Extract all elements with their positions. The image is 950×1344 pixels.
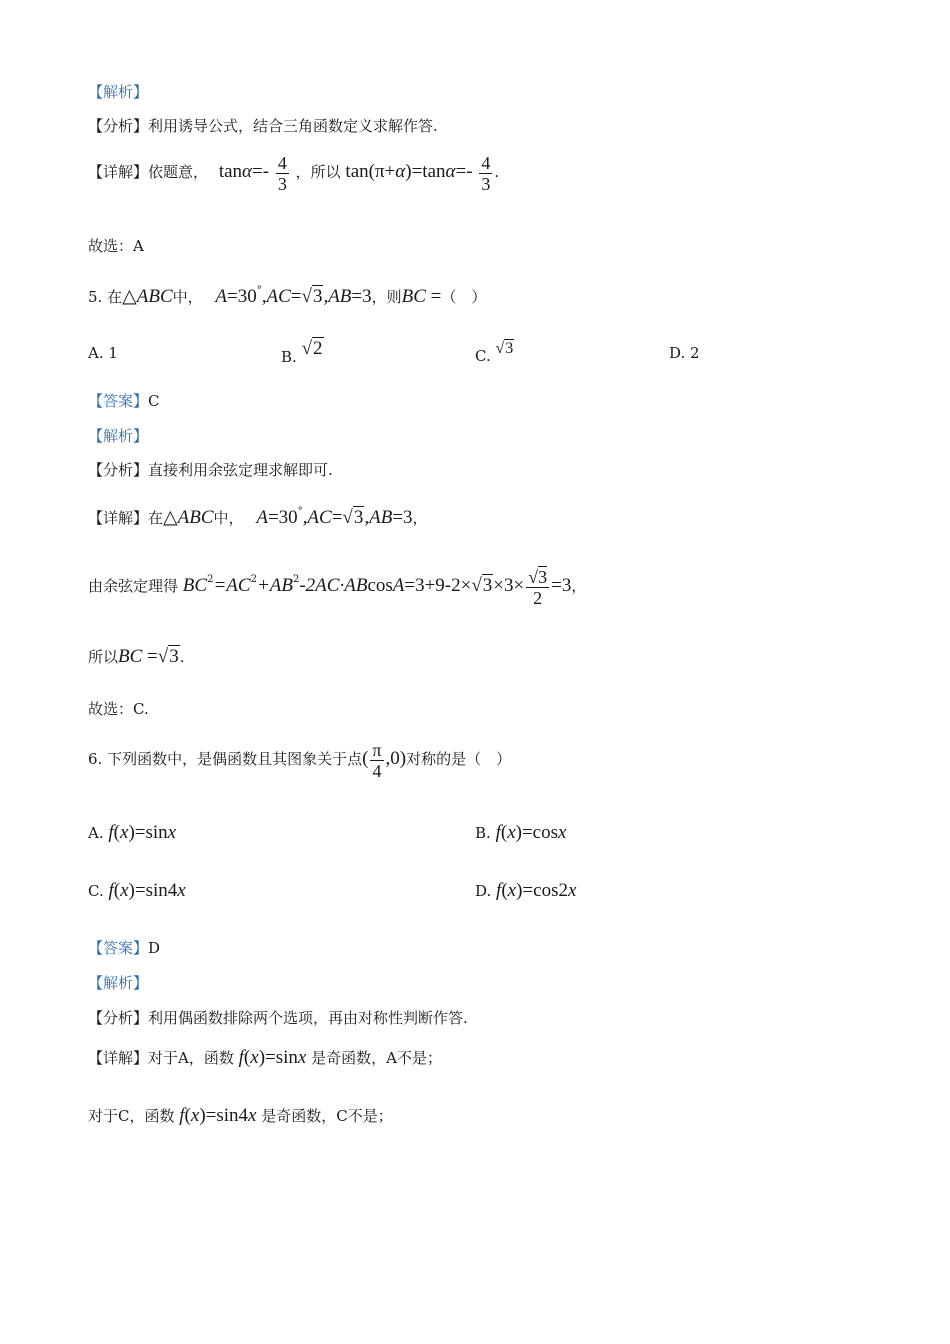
yuxian-text: 由余弦定理得 xyxy=(88,577,179,595)
frac-num-b: 4 xyxy=(481,152,491,173)
sqrt-3-opt: √3 xyxy=(495,340,514,357)
sqrt-3-b-radicand: 3 xyxy=(353,507,364,528)
cond-eq3: =3 xyxy=(351,286,372,307)
fn-x-l1b: x xyxy=(297,1047,307,1068)
cond-A: A xyxy=(215,286,228,307)
pi-den: 4 xyxy=(372,760,382,781)
opt-c-label: C. xyxy=(475,347,491,365)
frac-den-b: 3 xyxy=(481,173,491,194)
daan-value: C xyxy=(148,392,160,410)
math-tan-mid: )=tan xyxy=(405,161,446,182)
q6-option-b: B. f(x)=cosx xyxy=(475,822,567,843)
math-tan-pi: tan(π+ xyxy=(345,161,396,182)
xiangjie-zai: 在 xyxy=(148,509,164,527)
fraction-4-3-b xyxy=(479,153,492,194)
comma: ， xyxy=(412,509,428,527)
q5-option-a: A. 1 xyxy=(88,344,118,362)
triangle-symbol-2: △ xyxy=(163,507,178,528)
q5-stem xyxy=(88,276,486,312)
xiangjie-label-q5: 【详解】 xyxy=(88,509,149,527)
period: . xyxy=(494,163,500,181)
degree-mark-2: ° xyxy=(297,506,303,517)
sqrt-3-c: √3 xyxy=(471,575,493,596)
fenxi-text-q6: 利用偶函数排除两个选项，再由对称性判断作答. xyxy=(148,1009,468,1027)
fn-f-l1: f xyxy=(238,1047,244,1068)
fenxi-label-q5: 【分析】 xyxy=(88,461,149,479)
daan-label-q6: 【答案】 xyxy=(88,939,149,957)
cond-AB-2: ,AB xyxy=(364,507,393,528)
math-alpha-3: α xyxy=(445,161,456,182)
sqrt-3-radicand: 3 xyxy=(312,286,323,307)
fraction-sqrt3-2 xyxy=(526,567,549,608)
final-dot: . xyxy=(179,648,185,666)
q6-opt-a-expr: =sin xyxy=(134,822,168,843)
cond-AC-2: ,AC xyxy=(302,507,332,528)
half-num: √3 xyxy=(528,566,548,587)
fn-x-l2: x xyxy=(190,1105,200,1126)
opt-b-label: B. xyxy=(281,348,297,366)
cond-eq30: =30 xyxy=(227,286,257,307)
suoyi-text-q5: 所以 xyxy=(88,648,119,666)
eq-result: =3 xyxy=(551,575,572,596)
sq-2: 2 xyxy=(250,574,257,585)
sqrt-3-c-radicand: 3 xyxy=(482,575,493,596)
xiangjie-label-q6: 【详解】 xyxy=(88,1049,149,1067)
fn-x-b: x xyxy=(507,822,516,843)
degree-mark: ° xyxy=(256,285,262,296)
q5-option-c xyxy=(475,335,514,370)
triangle-abc: ABC xyxy=(136,286,173,307)
fn-f-l2: f xyxy=(179,1105,185,1126)
half-num-radicand: 3 xyxy=(538,566,548,587)
q5-option-d: D. 2 xyxy=(669,344,700,362)
sqrt-2-radicand: 2 xyxy=(313,338,323,359)
eq-calc: =3+9-2× xyxy=(404,575,472,596)
triangle-symbol: △ xyxy=(122,286,137,307)
final-BC: BC xyxy=(118,646,143,667)
fn-x-l1: x xyxy=(250,1047,259,1068)
xiangjie-line-q6-c: 对于C，函数 f(x)=sin4x 是奇函数，C不是； xyxy=(88,1105,393,1126)
sqrt-3: √3 xyxy=(301,286,323,307)
point-open: ( xyxy=(362,748,369,769)
sqrt-3-b: √3 xyxy=(342,507,364,528)
q6-stem xyxy=(88,736,511,782)
q6-option-c: C. f(x)=sin4x xyxy=(88,880,186,901)
q6-opt-d-label: D. xyxy=(475,882,492,900)
fn-x-a2: x xyxy=(167,822,177,843)
jiexi-label-q4: 【解析】 xyxy=(88,83,149,101)
cond-AB: ,AB xyxy=(323,286,352,307)
frac-num: 4 xyxy=(277,152,287,173)
fenxi-line-q6 xyxy=(88,1008,468,1028)
daan-value-q6: D xyxy=(148,939,161,957)
cond-eq-2: = xyxy=(331,507,343,528)
xiangjie-label: 【详解】 xyxy=(88,163,149,181)
sqrt-3-opt-radicand: 3 xyxy=(505,340,514,357)
fraction-pi-4 xyxy=(370,740,383,781)
cond-AC: ,AC xyxy=(261,286,291,307)
q5-BC: BC xyxy=(401,286,426,307)
sqrt-2: √2 xyxy=(301,338,323,359)
fn-x-d2: x xyxy=(567,880,577,901)
q6-opt-b-expr: =cos xyxy=(521,822,558,843)
guxuan-q4: 故选：A xyxy=(88,237,144,255)
fenxi-line-q4 xyxy=(88,116,438,136)
suoyi-text: ，所以 xyxy=(295,163,341,181)
jiexi-label-q5: 【解析】 xyxy=(88,427,149,445)
fenxi-text: 利用诱导公式，结合三角函数定义求解作答. xyxy=(148,117,438,135)
suoyi-line xyxy=(88,642,184,672)
point-close: ,0) xyxy=(385,748,407,769)
pi-num: π xyxy=(372,739,382,760)
eq-2ac-ab: -2AC·AB xyxy=(299,575,368,596)
fenxi-label-q6: 【分析】 xyxy=(88,1009,149,1027)
daan-label: 【答案】 xyxy=(88,392,149,410)
fenxi-label: 【分析】 xyxy=(88,117,149,135)
sqrt-3-d: √3 xyxy=(157,646,179,667)
cond-eq: = xyxy=(290,286,302,307)
xiangjie-line-q4 xyxy=(88,150,499,194)
q5-eq: = xyxy=(425,286,442,307)
line2-post: 是奇函数，C不是； xyxy=(261,1107,393,1125)
fn-f-d: f xyxy=(496,880,502,901)
xiangjie-pre: 依题意， xyxy=(148,163,209,181)
q6-option-a: A. f(x)=sinx xyxy=(88,822,177,843)
q5-option-b xyxy=(281,335,324,371)
line1-post: 是奇函数，A不是； xyxy=(311,1049,442,1067)
line1-expr: =sin xyxy=(265,1047,298,1068)
q6-opt-c-expr: =sin4 xyxy=(134,880,178,901)
final-eq: = xyxy=(142,646,158,667)
fn-x-b2: x xyxy=(558,822,567,843)
fn-x-c: x xyxy=(120,880,129,901)
eq-cos: cos xyxy=(367,575,393,596)
fn-x-c2: x xyxy=(177,880,186,901)
math-alpha: α xyxy=(242,161,253,182)
q6-stem-pre: 6. 下列函数中，是偶函数且其图象关于点 xyxy=(88,750,363,768)
cond-A-2: A xyxy=(256,507,268,528)
math-alpha-2: α xyxy=(395,161,406,182)
q5-answer xyxy=(88,391,160,411)
eq-times3: ×3× xyxy=(493,575,525,596)
fn-f-c: f xyxy=(108,880,114,901)
line1-pre: 对于A，函数 xyxy=(148,1049,234,1067)
fn-x-a: x xyxy=(120,822,129,843)
eq-AB: +AB xyxy=(256,575,293,596)
fenxi-text-q5: 直接利用余弦定理求解即可. xyxy=(148,461,333,479)
fraction-4-3 xyxy=(276,153,289,194)
sq-3: 2 xyxy=(292,574,300,585)
eq-AC: =AC xyxy=(213,575,251,596)
cond-eq3-2: =3 xyxy=(392,507,413,528)
q5-ze: ，则 xyxy=(371,288,402,306)
q5-zai: 在 xyxy=(107,288,123,306)
fn-f-b: f xyxy=(495,822,501,843)
q6-opt-b-label: B. xyxy=(475,824,491,842)
q6-stem-post: 对称的是（ ） xyxy=(406,750,512,768)
fn-x-l2b: x xyxy=(248,1105,257,1126)
fenxi-line-q5 xyxy=(88,460,333,480)
xiangjie-line-q6-a: 【详解】对于A，函数 f(x)=sinx 是奇函数，A不是； xyxy=(88,1047,442,1068)
sq-1: 2 xyxy=(207,574,214,585)
guxuan-q5: 故选：C. xyxy=(88,700,149,718)
fn-x-d: x xyxy=(507,880,517,901)
q6-option-d: D. f(x)=cos2x xyxy=(475,880,577,901)
xiangjie-line-q5 xyxy=(88,497,428,533)
xiangjie-zhong: 中， xyxy=(213,509,244,527)
q6-opt-c-label: C. xyxy=(88,882,104,900)
math-tan: tan xyxy=(218,161,243,182)
q6-opt-a-label: A. xyxy=(88,824,104,842)
line2-expr: =sin4 xyxy=(205,1105,249,1126)
cond-eq30-2: =30 xyxy=(267,507,298,528)
q6-answer xyxy=(88,938,160,958)
q5-num: 5. xyxy=(88,288,103,306)
math-eq-minus: =- xyxy=(252,161,270,182)
sqrt-3-d-radicand: 3 xyxy=(169,646,179,667)
frac-den: 3 xyxy=(277,173,287,194)
line2-pre: 对于C，函数 xyxy=(88,1107,175,1125)
q5-zhong: 中， xyxy=(172,288,203,306)
half-den: 2 xyxy=(533,587,543,608)
math-eq-minus-2: =- xyxy=(455,161,473,182)
cosine-law-line xyxy=(88,555,587,608)
eq-A: A xyxy=(392,575,405,596)
comma-2: ， xyxy=(571,577,587,595)
eq-BC: BC xyxy=(182,575,208,596)
triangle-abc-2: ABC xyxy=(177,507,214,528)
q5-paren: （ ） xyxy=(441,288,487,306)
jiexi-label-q6: 【解析】 xyxy=(88,974,149,992)
q6-opt-d-expr: =cos2 xyxy=(522,880,568,901)
fn-f-a: f xyxy=(108,822,114,843)
